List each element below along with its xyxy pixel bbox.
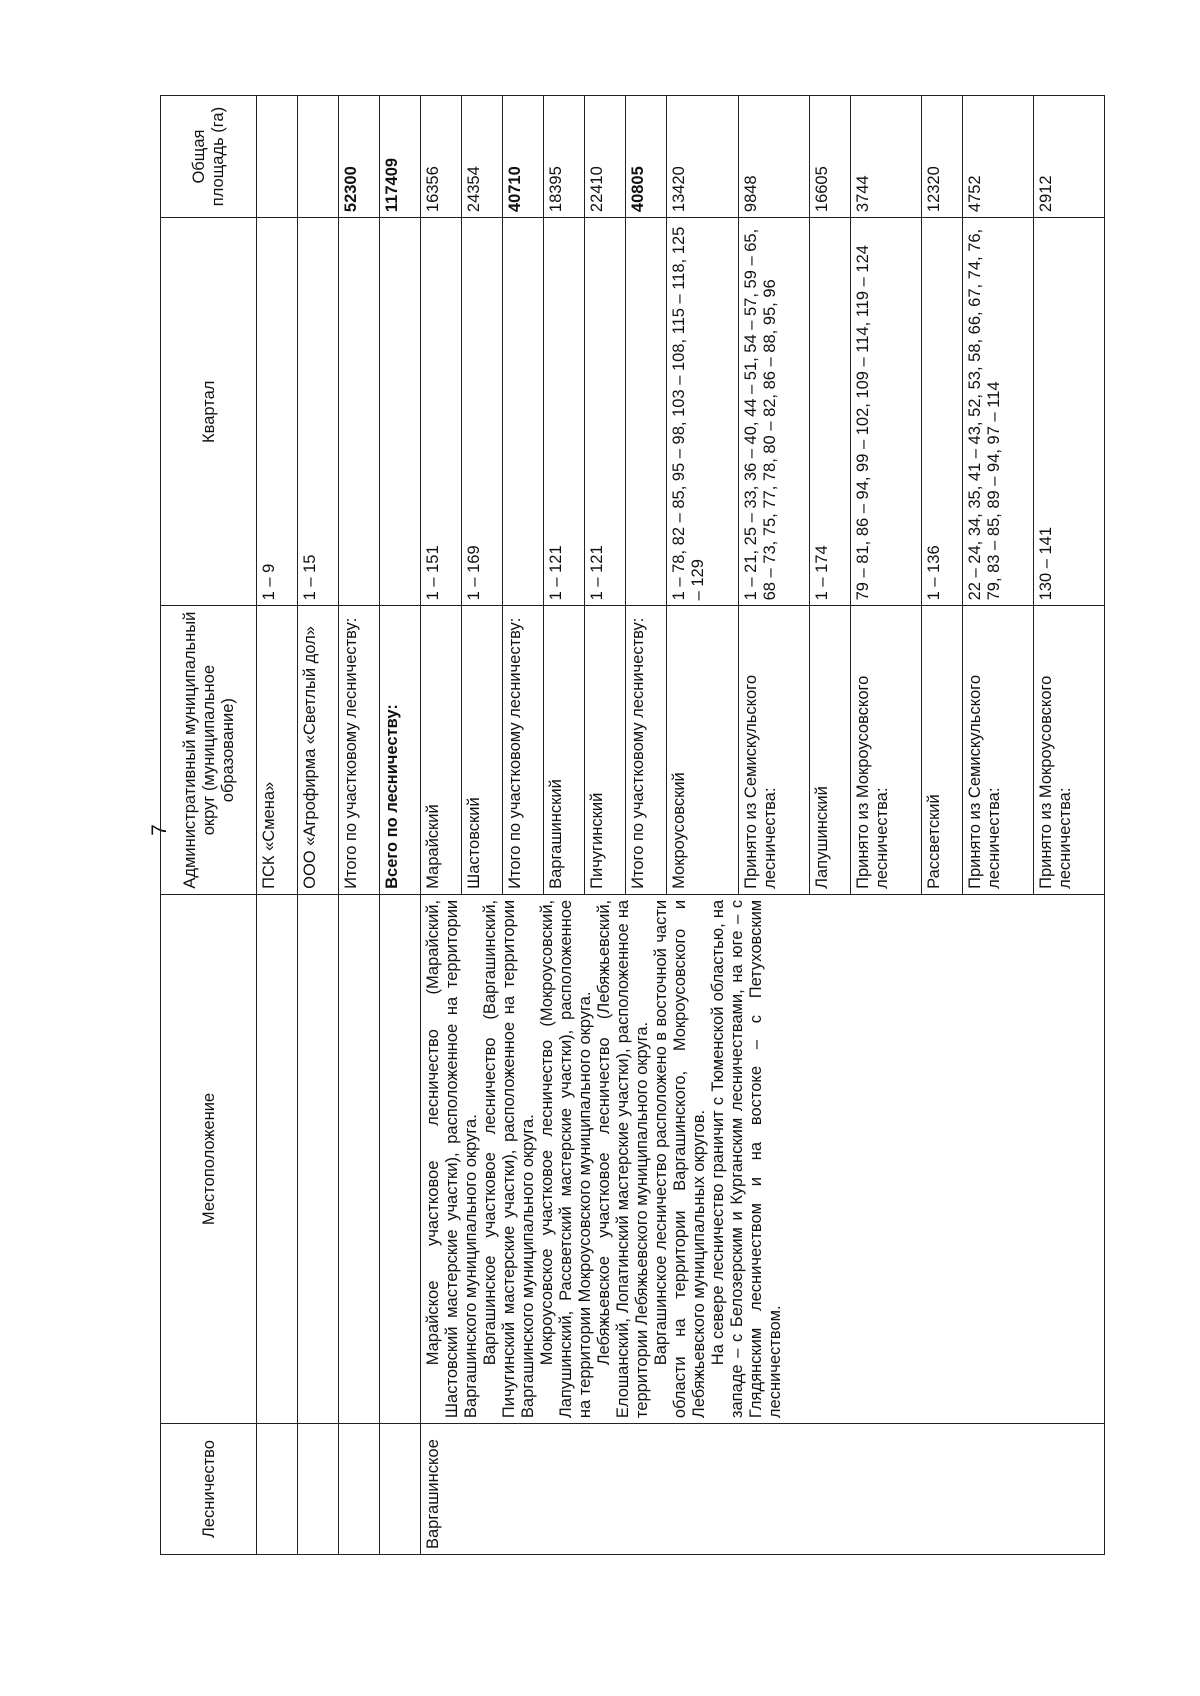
quarters-cell: 1 – 151 [421, 218, 462, 606]
area-cell: 22410 [585, 96, 626, 218]
district-cell: Итого по участковому лесничеству: [626, 606, 667, 894]
district-cell: Мокроусовский [667, 606, 738, 894]
location-paragraph: Лебяжьевское участковое лесничество (Лебяжьевский, Елошанский, Лопатинский мастерские участки), расположенное на территории Лебяжьевского муниципального округа. [595, 899, 652, 1419]
district-cell: Принято из Семискульского лесничества: [738, 606, 809, 894]
area-cell: 18395 [544, 96, 585, 218]
area-cell [298, 96, 339, 218]
district-cell: Пичугинский [585, 606, 626, 894]
location-description [421, 894, 1105, 1423]
area-cell: 40710 [503, 96, 544, 218]
header-forestry: Лесничество [161, 1424, 257, 1555]
quarters-cell: 1 – 174 [809, 218, 850, 606]
forestry-name: Варгашинское [421, 1424, 1105, 1555]
quarters-cell: 1 – 136 [921, 218, 962, 606]
quarters-cell: 130 – 141 [1033, 218, 1104, 606]
location-paragraph: На севере лесничество граничит с Тюменской областью, на западе – с Белозерским и Курганским лесничествами, на юге – с Глядянским лесничеством и на востоке – с Петуховским лесничеством. [709, 899, 785, 1419]
location-paragraph: Мокроусовское участковое лесничество (Мокроусовский, Лапушинский, Рассветский мастерские участки), расположенное на территории Мокроусовского муниципального округа. [538, 899, 595, 1419]
district-cell: Варгашинский [544, 606, 585, 894]
area-cell: 52300 [339, 96, 380, 218]
area-cell: 16605 [809, 96, 850, 218]
district-cell: ПСК «Смена» [257, 606, 298, 894]
quarters-cell [339, 218, 380, 606]
subtotal-row [339, 96, 380, 1555]
location-paragraph: Варгашинское лесничество расположено в восточной части области на территории Варгашинского, Мокроусовского и Лебяжьевского муниципальных округов. [652, 899, 709, 1419]
area-cell: 24354 [462, 96, 503, 218]
area-cell [257, 96, 298, 218]
quarters-cell: 1 – 78, 82 – 85, 95 – 98, 103 – 108, 115 – 118, 125 – 129 [667, 218, 738, 606]
area-cell: 9848 [738, 96, 809, 218]
quarters-cell: 1 – 169 [462, 218, 503, 606]
quarters-cell: 1 – 121 [585, 218, 626, 606]
table-row [421, 96, 462, 1555]
area-cell: 2912 [1033, 96, 1104, 218]
quarters-cell [503, 218, 544, 606]
quarters-cell [626, 218, 667, 606]
district-cell: Принято из Мокроусовского лесничества: [850, 606, 921, 894]
quarters-cell: 79 – 81, 86 – 94, 99 – 102, 109 – 114, 119 – 124 [850, 218, 921, 606]
quarters-cell: 1 – 21, 25 – 33, 36 – 40, 44 – 51, 54 – 57, 59 – 65, 68 – 73, 75, 77, 78, 80 – 82, 86 – 88, 95, 96 [738, 218, 809, 606]
district-cell: Шастовский [462, 606, 503, 894]
district-cell: Принято из Мокроусовского лесничества: [1033, 606, 1104, 894]
area-cell: 4752 [962, 96, 1033, 218]
area-cell: 117409 [380, 96, 421, 218]
district-cell: Итого по участковому лесничеству: [503, 606, 544, 894]
area-cell: 13420 [667, 96, 738, 218]
header-quarters: Квартал [161, 218, 257, 606]
area-cell: 3744 [850, 96, 921, 218]
table-row [298, 96, 339, 1555]
header-location: Местоположение [161, 894, 257, 1423]
area-cell: 12320 [921, 96, 962, 218]
district-cell: Всего по лесничеству: [380, 606, 421, 894]
quarters-cell [380, 218, 421, 606]
district-cell: ООО «Агрофирма «Светлый дол» [298, 606, 339, 894]
district-cell: Принято из Семискульского лесничества: [962, 606, 1033, 894]
district-cell: Итого по участковому лесничеству: [339, 606, 380, 894]
header-area: Общая площадь (га) [161, 96, 257, 218]
district-cell: Лапушинский [809, 606, 850, 894]
location-paragraph: Варгашинское участковое лесничество (Варгашинский, Пичугинский мастерские участки), расположенное на территории Варгашинского муниципального округа. [481, 899, 538, 1419]
rotated-table-container [160, 95, 1105, 1555]
total-row [380, 96, 421, 1555]
area-cell: 16356 [421, 96, 462, 218]
forestry-table [160, 95, 1105, 1555]
area-cell: 40805 [626, 96, 667, 218]
location-paragraph: Марайское участковое лесничество (Марайский, Шастовский мастерские участки), расположенное на территории Варгашинского муниципального округа. [424, 899, 481, 1419]
page-number: 7 [148, 824, 171, 836]
quarters-cell: 1 – 121 [544, 218, 585, 606]
table-row [257, 96, 298, 1555]
district-cell: Марайский [421, 606, 462, 894]
quarters-cell: 1 – 15 [298, 218, 339, 606]
header-district: Административный муниципальный округ (муниципальное образование) [161, 606, 257, 894]
quarters-cell: 22 – 24, 34, 35, 41 – 43, 52, 53, 58, 66, 67, 74, 76, 79, 83 – 85, 89 – 94, 97 – 114 [962, 218, 1033, 606]
district-cell: Рассветский [921, 606, 962, 894]
quarters-cell: 1 – 9 [257, 218, 298, 606]
